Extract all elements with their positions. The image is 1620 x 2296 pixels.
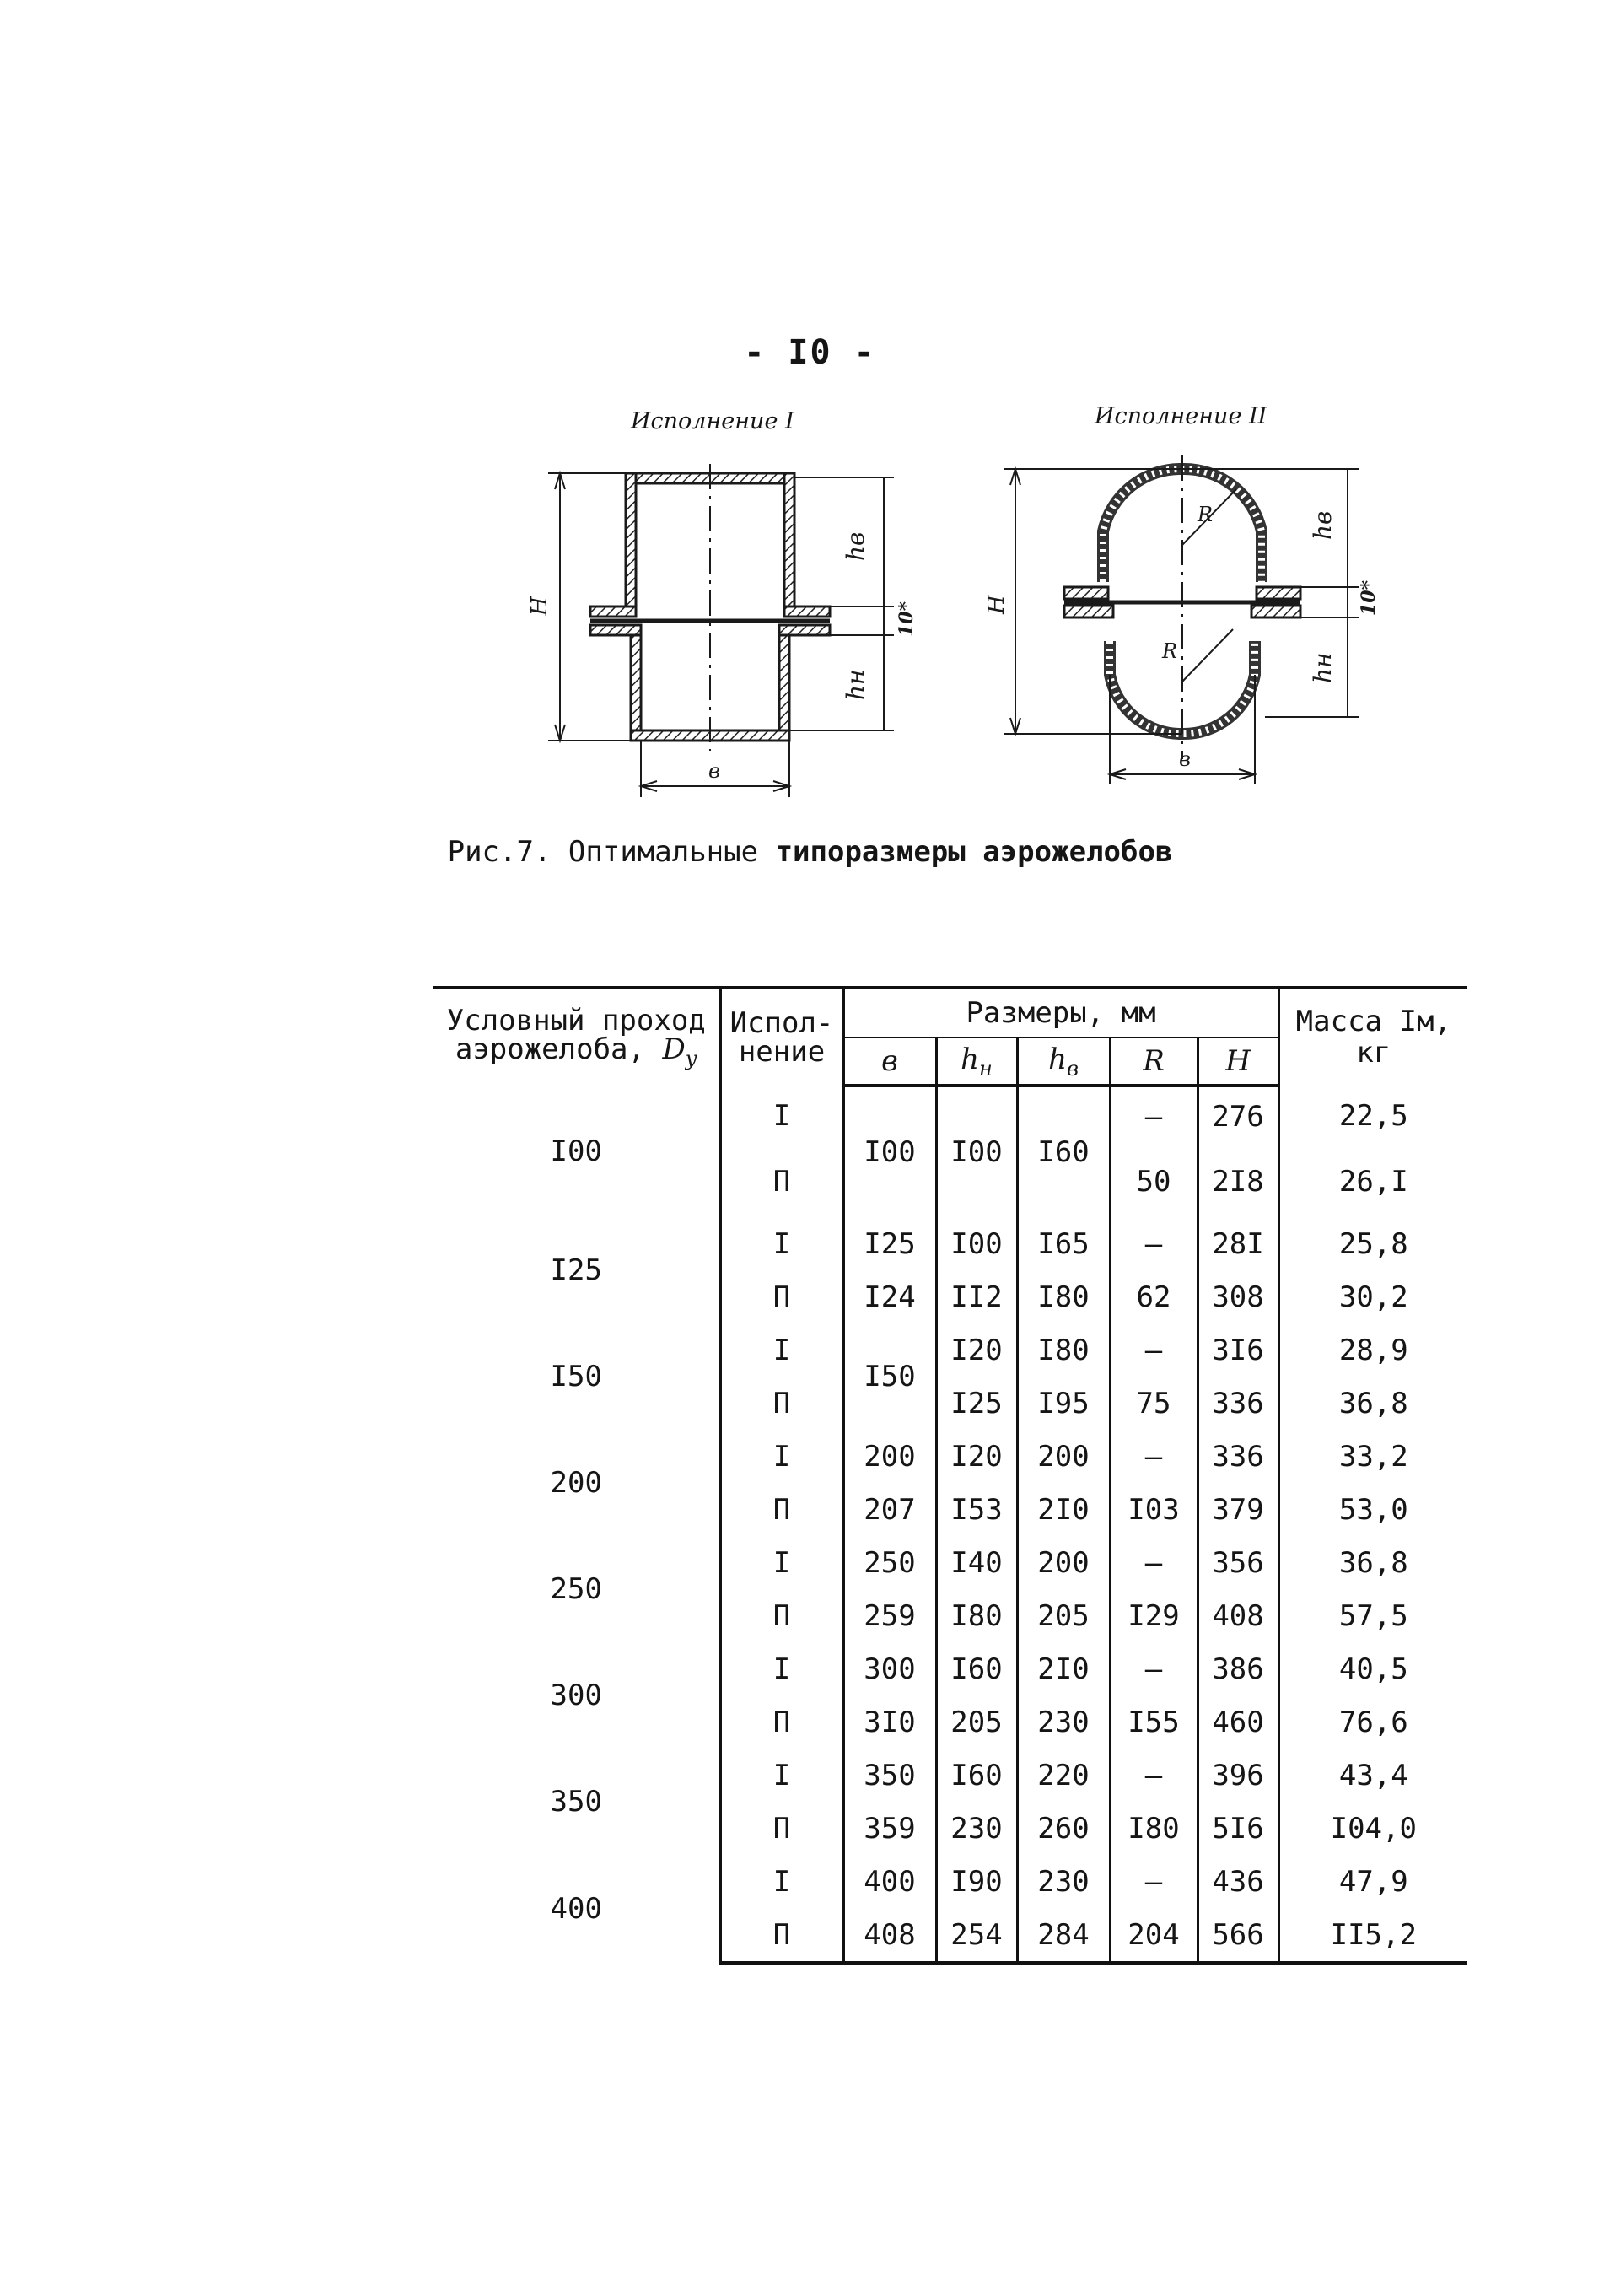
cell-r: I80 <box>1110 1802 1198 1855</box>
cell-mass: 57,5 <box>1278 1589 1467 1642</box>
table-row <box>433 1086 1467 1146</box>
figure-caption <box>0 835 1620 869</box>
cell-r: – <box>1110 1086 1198 1146</box>
cell-mass: 36,8 <box>1278 1377 1467 1430</box>
cell-r: – <box>1110 1855 1198 1908</box>
cell-h: 2I8 <box>1198 1146 1278 1217</box>
cell-r: 204 <box>1110 1908 1198 1963</box>
cell-exec: I <box>720 1323 843 1377</box>
table-row <box>433 1430 1467 1483</box>
header-execution: Испол- нение <box>720 988 843 1086</box>
cell-hv: 230 <box>1017 1855 1110 1908</box>
cell-dy: 250 <box>550 1572 602 1606</box>
cell-exec: I <box>720 1642 843 1695</box>
dimensions-table <box>433 986 1467 1965</box>
caption-prefix: Рис.7. <box>447 835 552 869</box>
cell-mass: 47,9 <box>1278 1855 1467 1908</box>
cell-exec: I <box>720 1749 843 1802</box>
cell-exec: I <box>720 1430 843 1483</box>
cell-hv: I80 <box>1017 1323 1110 1377</box>
cell-dy: 400 <box>550 1892 602 1926</box>
cell-h: 566 <box>1198 1908 1278 1963</box>
cell-h: 436 <box>1198 1855 1278 1908</box>
table-row <box>433 1323 1467 1377</box>
cell-mass: 76,6 <box>1278 1695 1467 1749</box>
cell-hv: I80 <box>1017 1270 1110 1323</box>
cell-mass: II5,2 <box>1278 1908 1467 1963</box>
cell-h: 336 <box>1198 1430 1278 1483</box>
cell-dy: I00 <box>550 1135 602 1168</box>
cell-hn: I25 <box>936 1377 1017 1430</box>
cell-h: 3I6 <box>1198 1323 1278 1377</box>
cell-hn: I40 <box>936 1536 1017 1589</box>
cell-dy: 200 <box>550 1466 602 1500</box>
variant-1-drawing <box>548 464 894 797</box>
header-col-r: R <box>1110 1038 1198 1086</box>
header-col-hn: $h_н$ <box>936 1038 1017 1086</box>
cell-mass: 26,I <box>1278 1146 1467 1217</box>
cell-hv: I65 <box>1017 1217 1110 1270</box>
cell-b: I50 <box>843 1323 936 1430</box>
cell-hn: I20 <box>936 1430 1017 1483</box>
header-col-hv: $h_в$ <box>1017 1038 1110 1086</box>
cell-r: I55 <box>1110 1695 1198 1749</box>
cell-hv: 205 <box>1017 1589 1110 1642</box>
cell-r: 75 <box>1110 1377 1198 1430</box>
cell-exec: П <box>720 1802 843 1855</box>
variant-2-label-R-top: R <box>1198 503 1214 526</box>
cell-mass: 40,5 <box>1278 1642 1467 1695</box>
header-col-b: в <box>843 1038 936 1086</box>
cell-hn: I20 <box>936 1323 1017 1377</box>
cell-h: 396 <box>1198 1749 1278 1802</box>
cell-h: 386 <box>1198 1642 1278 1695</box>
cell-exec: I <box>720 1086 843 1146</box>
cell-b: 250 <box>843 1536 936 1589</box>
cell-hv: 260 <box>1017 1802 1110 1855</box>
table-row <box>433 1749 1467 1802</box>
variant-1-label-hv: hв <box>842 531 869 561</box>
cell-b: I00 <box>843 1086 936 1217</box>
variant-2-label-H: H <box>984 595 1009 614</box>
variant-1-label-H: H <box>527 596 552 616</box>
cell-exec: П <box>720 1270 843 1323</box>
cell-hv: 2I0 <box>1017 1642 1110 1695</box>
cell-mass: 43,4 <box>1278 1749 1467 1802</box>
cell-b: 300 <box>843 1642 936 1695</box>
cell-r: – <box>1110 1323 1198 1377</box>
cell-exec: П <box>720 1908 843 1963</box>
cell-hv: 230 <box>1017 1695 1110 1749</box>
cell-b: 350 <box>843 1749 936 1802</box>
variant-1-label-B: в <box>708 759 720 783</box>
cell-hn: I00 <box>936 1217 1017 1270</box>
cell-r: – <box>1110 1430 1198 1483</box>
cell-hv: 200 <box>1017 1536 1110 1589</box>
cell-b: I24 <box>843 1270 936 1323</box>
cell-exec: П <box>720 1589 843 1642</box>
cell-hn: I00 <box>936 1086 1017 1217</box>
cell-r: I03 <box>1110 1483 1198 1536</box>
table-row <box>433 1217 1467 1270</box>
cell-hn: II2 <box>936 1270 1017 1323</box>
cell-mass: 36,8 <box>1278 1536 1467 1589</box>
cell-mass: 28,9 <box>1278 1323 1467 1377</box>
cell-hv: 220 <box>1017 1749 1110 1802</box>
cell-r: – <box>1110 1642 1198 1695</box>
variant-2-label-R-bottom: R <box>1162 639 1178 663</box>
cell-h: 379 <box>1198 1483 1278 1536</box>
cell-r: 62 <box>1110 1270 1198 1323</box>
variant-1-label-hn: hн <box>842 669 869 700</box>
cell-r: – <box>1110 1536 1198 1589</box>
caption-bold-text: типоразмеры аэрожелобов <box>775 835 1173 869</box>
figure-title-variant-2: Исполнение II <box>1095 403 1267 429</box>
cell-exec: I <box>720 1536 843 1589</box>
cell-b: 3I0 <box>843 1695 936 1749</box>
variant-1-label-10: 10* <box>896 601 918 637</box>
variant-2-label-hn: hн <box>1309 652 1337 683</box>
cell-hv: 200 <box>1017 1430 1110 1483</box>
cell-exec: I <box>720 1855 843 1908</box>
cell-exec: I <box>720 1217 843 1270</box>
cell-exec: П <box>720 1483 843 1536</box>
cell-hn: I80 <box>936 1589 1017 1642</box>
table-body <box>433 1086 1467 1963</box>
figure-drawing <box>0 0 1620 843</box>
cell-h: 336 <box>1198 1377 1278 1430</box>
cell-b: 207 <box>843 1483 936 1536</box>
cell-h: 356 <box>1198 1536 1278 1589</box>
cell-hv: 284 <box>1017 1908 1110 1963</box>
cell-mass: 53,0 <box>1278 1483 1467 1536</box>
header-dimensions: Размеры, мм <box>843 988 1278 1038</box>
cell-exec: П <box>720 1377 843 1430</box>
cell-b: 408 <box>843 1908 936 1963</box>
cell-exec: П <box>720 1146 843 1217</box>
variant-2-label-B: в <box>1179 747 1191 771</box>
cell-hn: 205 <box>936 1695 1017 1749</box>
page-number: - I0 - <box>744 333 876 372</box>
cell-dy: 300 <box>550 1679 602 1712</box>
table-row <box>433 1536 1467 1589</box>
cell-b: 400 <box>843 1855 936 1908</box>
cell-dy: I25 <box>550 1253 602 1287</box>
cell-hn: 230 <box>936 1802 1017 1855</box>
cell-hv: 2I0 <box>1017 1483 1110 1536</box>
table-row <box>433 1855 1467 1908</box>
caption-text: Оптимальные <box>568 835 759 869</box>
variant-2-label-10: 10* <box>1358 579 1380 616</box>
cell-mass: 30,2 <box>1278 1270 1467 1323</box>
cell-dy: I50 <box>550 1360 602 1393</box>
cell-dy: 350 <box>550 1785 602 1819</box>
cell-r: – <box>1110 1749 1198 1802</box>
cell-h: 28I <box>1198 1217 1278 1270</box>
cell-h: 276 <box>1198 1086 1278 1146</box>
cell-r: I29 <box>1110 1589 1198 1642</box>
cell-hn: I60 <box>936 1749 1017 1802</box>
table-row <box>433 1642 1467 1695</box>
variant-2-drawing <box>1004 455 1359 784</box>
variant-2-label-hv: hв <box>1309 510 1337 540</box>
cell-b: I25 <box>843 1217 936 1270</box>
header-col-h: H <box>1198 1038 1278 1086</box>
cell-r: 50 <box>1110 1146 1198 1217</box>
cell-r: – <box>1110 1217 1198 1270</box>
header-mass: Масса Iм, кг <box>1278 988 1467 1086</box>
cell-b: 359 <box>843 1802 936 1855</box>
cell-exec: П <box>720 1695 843 1749</box>
header-conditional-passage: Условный проход аэрожелоба, $D_у$ <box>433 988 720 1086</box>
cell-h: 460 <box>1198 1695 1278 1749</box>
cell-mass: I04,0 <box>1278 1802 1467 1855</box>
cell-hv: I60 <box>1017 1086 1110 1217</box>
cell-hn: 254 <box>936 1908 1017 1963</box>
cell-h: 5I6 <box>1198 1802 1278 1855</box>
cell-mass: 25,8 <box>1278 1217 1467 1270</box>
cell-hn: I90 <box>936 1855 1017 1908</box>
cell-b: 259 <box>843 1589 936 1642</box>
cell-hv: I95 <box>1017 1377 1110 1430</box>
cell-mass: 33,2 <box>1278 1430 1467 1483</box>
cell-hn: I60 <box>936 1642 1017 1695</box>
cell-mass: 22,5 <box>1278 1086 1467 1146</box>
cell-b: 200 <box>843 1430 936 1483</box>
cell-hn: I53 <box>936 1483 1017 1536</box>
cell-h: 408 <box>1198 1589 1278 1642</box>
cell-h: 308 <box>1198 1270 1278 1323</box>
figure-title-variant-1: Исполнение I <box>631 408 794 434</box>
